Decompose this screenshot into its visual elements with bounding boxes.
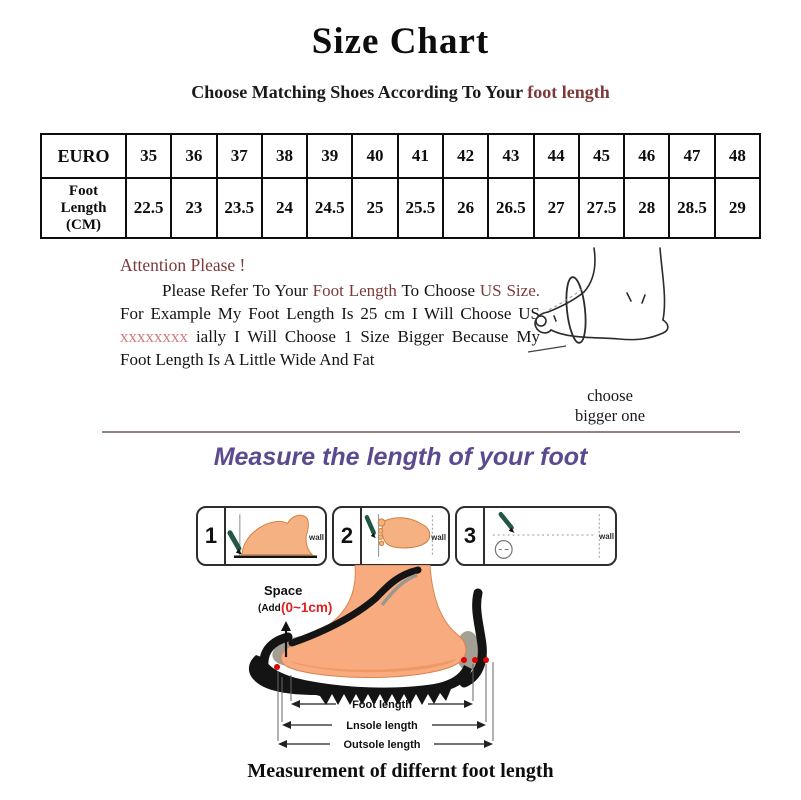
euro-size-cell: 44 (534, 134, 579, 178)
sketch-ankle-tick (627, 293, 631, 301)
foot-length-label: Foot length (352, 699, 412, 711)
measure-dot (483, 657, 489, 663)
euro-size-cell: 47 (669, 134, 714, 178)
step-panel-2 (332, 506, 450, 566)
euro-size-cell: 45 (579, 134, 624, 178)
foot-length-cell: 22.5 (126, 178, 171, 238)
foot-length-cell: 29 (715, 178, 760, 238)
foot-length-cell: 23 (171, 178, 216, 238)
attention-highlight-foot-length: Foot Length (312, 281, 397, 300)
insole-length-label: Lnsole length (346, 720, 418, 732)
euro-size-cell: 39 (307, 134, 352, 178)
step-panel-3 (455, 506, 617, 566)
euro-size-cell: 38 (262, 134, 307, 178)
euro-size-cell: 37 (217, 134, 262, 178)
shoe-measure-diagram (228, 565, 518, 760)
panel-number: 1 (198, 508, 226, 564)
foot-length-cell: 28.5 (669, 178, 714, 238)
foot-length-cell: 23.5 (217, 178, 262, 238)
foot-in-shoe (281, 565, 466, 678)
measure-dot (461, 657, 467, 663)
foot-length-cell: 27.5 (579, 178, 624, 238)
euro-size-cell: 43 (488, 134, 533, 178)
pen-icon (367, 517, 374, 533)
sketch-toe-tick (554, 316, 556, 321)
sketch-shin-line (584, 248, 595, 292)
attention-highlight-us-size: US Size. (479, 281, 540, 300)
add-label: (Add (258, 603, 281, 614)
wall-label: wall (599, 531, 615, 542)
sketch-big-toe (536, 316, 546, 326)
foot-length-cell: 26.5 (488, 178, 533, 238)
wall-label: wall (431, 532, 447, 543)
foot-length-cell: 24 (262, 178, 307, 238)
bottom-caption: Measurement of differnt foot length (247, 760, 554, 782)
foot-length-cell: 28 (624, 178, 669, 238)
section-divider (102, 431, 740, 433)
sketch-toe-line (535, 312, 551, 333)
sketch-dashed-instep (546, 289, 582, 311)
space-arrow-head (281, 621, 291, 631)
measure-heading: Measure the length of your foot (213, 443, 588, 471)
panel-1-illustration (226, 508, 325, 564)
attention-text: Please Refer To Your (162, 281, 313, 300)
euro-size-cell: 46 (624, 134, 669, 178)
attention-heading: Attention Please ! (120, 255, 246, 275)
attention-text: For Example My Foot Length Is 25 cm I Will Choose US (120, 304, 540, 323)
choose-bigger-line2: bigger one (574, 406, 646, 425)
panel-3-illustration (485, 508, 615, 564)
table-row-footlength (41, 178, 760, 238)
choose-bigger-line1: choose (587, 386, 633, 405)
pen-icon (230, 533, 239, 549)
panel-number: 2 (334, 508, 362, 564)
panel-number: 3 (457, 508, 485, 564)
tape-measure-icon (495, 541, 512, 559)
page-title: Size Chart (311, 21, 490, 62)
foot-length-cell: 25.5 (398, 178, 443, 238)
foot-row-label: Foot Length (CM) (41, 178, 126, 238)
euro-size-cell: 35 (126, 134, 171, 178)
big-toe-icon (378, 519, 385, 526)
wall-label: wall (309, 532, 325, 543)
step-panel-1 (196, 506, 327, 566)
attention-text: To Choose (396, 281, 480, 300)
sketch-back-leg-line (660, 248, 665, 320)
foot-length-cell: 27 (534, 178, 579, 238)
foot-length-cell: 24.5 (307, 178, 352, 238)
sketch-tape-loop (564, 276, 589, 344)
subtitle-text: Choose Matching Shoes According To Your (191, 82, 528, 102)
foot-top-icon (382, 518, 430, 548)
size-table (40, 133, 761, 239)
outsole-length-label: Outsole length (343, 739, 421, 751)
euro-size-cell: 41 (398, 134, 443, 178)
euro-size-cell: 42 (443, 134, 488, 178)
foot-length-cell: 25 (352, 178, 397, 238)
measure-dot (274, 664, 280, 670)
toe-icon (379, 541, 383, 546)
table-row-euro (41, 134, 760, 178)
space-label: Space (264, 583, 303, 598)
sketch-pointer-line (528, 346, 566, 352)
euro-size-cell: 40 (352, 134, 397, 178)
euro-row-label: EURO (41, 134, 126, 178)
attention-paragraph (120, 279, 540, 371)
euro-size-cell: 48 (715, 134, 760, 178)
subtitle-highlight: foot length (527, 82, 610, 102)
pen-icon (501, 514, 512, 527)
foot-sketch-illustration (524, 246, 704, 378)
sketch-ankle-tick (642, 295, 645, 303)
attention-censored-text: xxxxxxxx (120, 327, 188, 346)
panel-2-illustration (362, 508, 448, 564)
toe-icon (378, 529, 382, 534)
space-cm-label: (0~1cm) (281, 600, 333, 615)
foot-side-icon (242, 515, 312, 554)
attention-text: ially I Will Choose 1 Size Bigger Because My Foot Length Is A Little Wide And Fat (120, 327, 540, 369)
euro-size-cell: 36 (171, 134, 216, 178)
foot-length-cell: 26 (443, 178, 488, 238)
toe-icon (378, 535, 382, 540)
measure-dot (472, 657, 478, 663)
subtitle (0, 82, 801, 103)
attention-block (120, 255, 540, 371)
choose-bigger-note (540, 386, 680, 426)
